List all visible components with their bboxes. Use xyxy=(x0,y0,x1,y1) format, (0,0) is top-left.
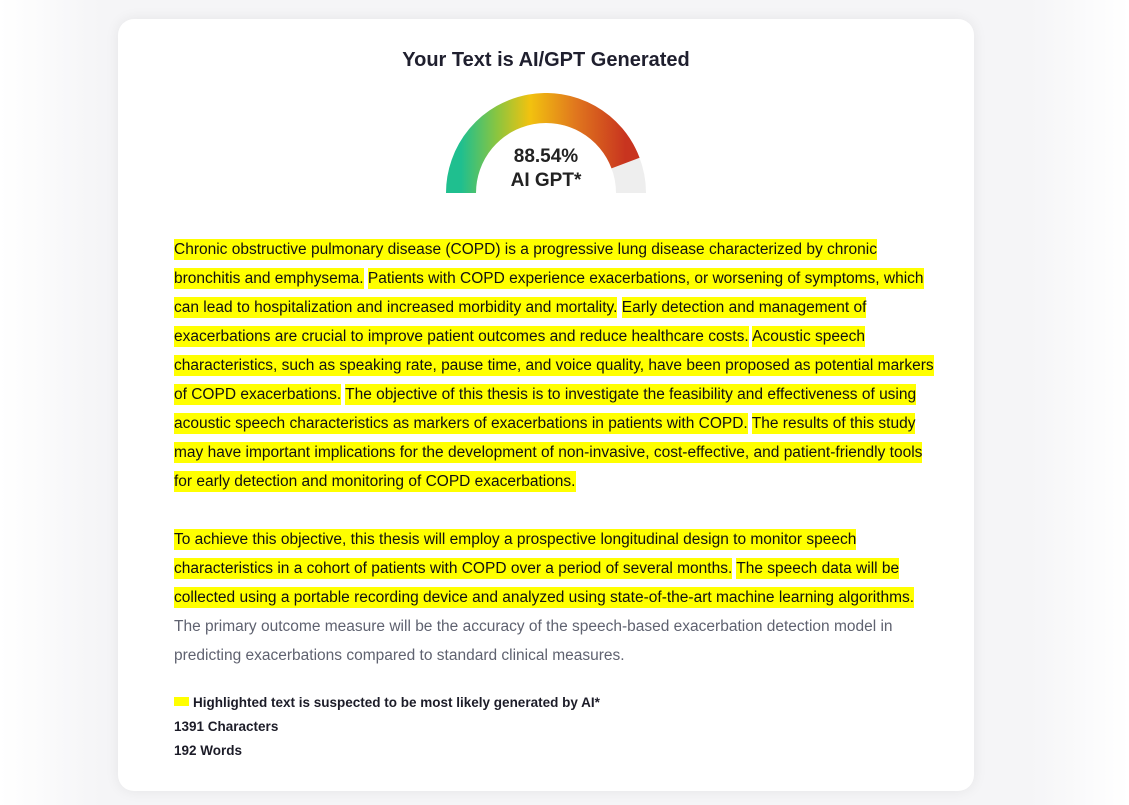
gauge-readout xyxy=(446,145,646,193)
text-paragraph xyxy=(174,235,934,496)
sentence: The primary outcome measure will be the accuracy of the speech-based exacerbation detection model in predicting exacerbations compared to standard clinical measures. xyxy=(174,618,893,664)
legend-text: Highlighted text is suspected to be most likely generated by AI* xyxy=(193,695,600,710)
highlighted-sentence: The speech data will be collected using a portable recording device and analyzed using state-of-the-art machine learning algorithms. xyxy=(174,560,915,606)
text-paragraph xyxy=(174,525,934,670)
analysis-summary xyxy=(174,691,600,763)
highlighted-sentence: Patients with COPD experience exacerbations, or worsening of symptoms, which can lead to hospitalization and increased morbidity and mortality. xyxy=(174,270,924,316)
highlighted-sentence: Acoustic speech characteristics, such as speaking rate, pause time, and voice quality, have been proposed as potential markers of COPD exacerbations. xyxy=(174,328,934,403)
highlight-swatch xyxy=(174,697,189,706)
character-count: 1391 Characters xyxy=(174,719,279,734)
word-count: 192 Words xyxy=(174,743,243,758)
ai-score-gauge xyxy=(446,93,646,195)
ai-percentage: 88.54% xyxy=(513,146,579,167)
highlighted-sentence: The objective of this thesis is to investigate the feasibility and effectiveness of using acoustic speech characteristics as markers of exacerbations in patients with COPD. xyxy=(174,386,917,432)
highlight-legend xyxy=(174,691,600,715)
analyzed-text xyxy=(174,235,934,670)
highlighted-sentence: Early detection and management of exacerbations are crucial to improve patient outcomes and reduce healthcare costs. xyxy=(174,299,867,345)
ai-label: AI GPT* xyxy=(510,170,582,191)
highlighted-sentence: Chronic obstructive pulmonary disease (COPD) is a progressive lung disease characterized by chronic bronchitis and emphysema. xyxy=(174,241,877,287)
highlighted-sentence: The results of this study may have important implications for the development of non-invasive, cost-effective, and patient-friendly tools for early detection and monitoring of COPD exacerbations. xyxy=(174,415,923,490)
result-card xyxy=(118,19,974,791)
result-title: Your Text is AI/GPT Generated xyxy=(402,49,690,71)
highlighted-sentence: To achieve this objective, this thesis will employ a prospective longitudinal design to monitor speech characteristics in a cohort of patients with COPD over a period of several months. xyxy=(174,531,857,577)
